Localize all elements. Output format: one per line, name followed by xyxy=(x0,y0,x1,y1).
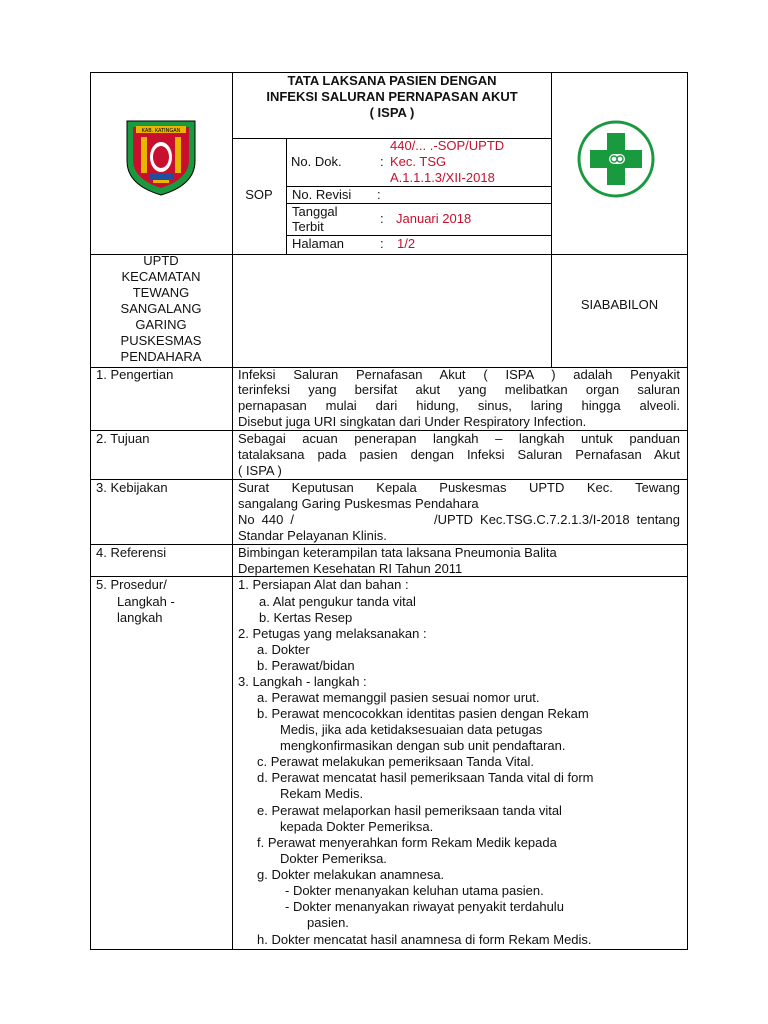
no-dok-value-line-2: Kec. TSG xyxy=(390,154,447,169)
prosedur-line-14: Rekam Medis. xyxy=(280,786,364,801)
no-revisi-label: No. Revisi xyxy=(292,187,352,202)
prosedur-line-8: a. Perawat memanggil pasien sesuai nomor urut. xyxy=(257,690,540,705)
logo-emblem-text: KAB. KATINGAN xyxy=(141,128,181,134)
sop-label: SOP xyxy=(245,187,273,202)
tujuan-line-3: ( ISPA ) xyxy=(238,463,282,478)
pengertian-line-4: Disebut juga URI singkatan dari Under Respiratory Infection. xyxy=(238,414,587,429)
table-border-right xyxy=(687,72,688,950)
halaman-value: 1/2 xyxy=(397,236,416,251)
org-line-5: GARING xyxy=(135,317,187,332)
no-dok-colon: : xyxy=(380,154,384,169)
kebijakan-line-3: No 440 / /UPTD Kec.TSG.C.7.2.1.3/I-2018 tentang xyxy=(238,512,680,527)
prosedur-line-7: 3. Langkah - langkah : xyxy=(238,674,367,689)
org-line-7: PENDAHARA xyxy=(120,349,202,364)
prosedur-line-1: 1. Persiapan Alat dan bahan : xyxy=(238,577,409,592)
prosedur-line-3: b. Kertas Resep xyxy=(259,610,353,625)
tanggal-terbit-label-line-2: Terbit xyxy=(292,219,324,234)
no-dok-value-line-3: A.1.1.1.3/XII-2018 xyxy=(390,170,495,185)
kabupaten-logo xyxy=(123,117,199,197)
prosedur-line-2: a. Alat pengukur tanda vital xyxy=(259,594,416,609)
prosedur-line-9: b. Perawat mencocokkan identitas pasien dengan Rekam xyxy=(257,706,589,721)
prosedur-line-17: f. Perawat menyerahkan form Rekam Medik kepada xyxy=(257,835,557,850)
kebijakan-line-4: Standar Pelayanan Klinis. xyxy=(238,528,387,543)
prosedur-line-22: pasien. xyxy=(307,915,349,930)
table-border-left xyxy=(90,72,91,950)
section-pengertian-label: 1. Pengertian xyxy=(96,367,174,382)
tanggal-terbit-value: Januari 2018 xyxy=(396,211,472,226)
section-prosedur-label-line-1: 5. Prosedur/ xyxy=(96,577,167,592)
sop-divider xyxy=(286,138,287,254)
body-label-divider xyxy=(232,367,233,950)
prosedur-line-5: a. Dokter xyxy=(257,642,310,657)
prosedur-line-18: Dokter Pemeriksa. xyxy=(280,851,387,866)
org-line-1: UPTD xyxy=(143,253,179,268)
org-line-4: SANGALANG xyxy=(120,301,202,316)
document-title-line-3: ( ISPA ) xyxy=(369,105,415,120)
pengertian-line-2: terinfeksi yang bersifat akut yang melibatkan organ saluran xyxy=(238,382,680,397)
puskesmas-logo xyxy=(576,119,656,199)
prosedur-line-4: 2. Petugas yang melaksanakan : xyxy=(238,626,427,641)
tanggal-terbit-colon: : xyxy=(380,211,384,226)
section-referensi-label: 4. Referensi xyxy=(96,545,167,560)
section-tujuan-label: 2. Tujuan xyxy=(96,431,150,446)
prosedur-line-20: - Dokter menanyakan keluhan utama pasien. xyxy=(285,883,544,898)
prosedur-line-11: mengkonfirmasikan dengan sub unit pendaftaran. xyxy=(280,738,566,753)
section-prosedur-label-line-2: Langkah - xyxy=(117,594,175,609)
no-revisi-colon: : xyxy=(377,187,381,202)
prosedur-line-16: kepada Dokter Pemeriksa. xyxy=(280,819,434,834)
org-line-3: TEWANG xyxy=(132,285,190,300)
prosedur-line-23: h. Dokter mencatat hasil anamnesa di form Rekam Medis. xyxy=(257,932,592,947)
prosedur-line-10: Medis, jika ada ketidaksesuaian data petugas xyxy=(280,722,543,737)
kebijakan-line-1: Surat Keputusan Kepala Puskesmas UPTD Kec. Tewang xyxy=(238,480,680,495)
org-line-6: PUSKESMAS xyxy=(120,333,202,348)
no-dok-value-line-1: 440/... .-SOP/UPTD xyxy=(390,138,505,153)
halaman-colon: : xyxy=(380,236,384,251)
tujuan-line-1: Sebagai acuan penerapan langkah – langkah untuk panduan xyxy=(238,431,680,446)
section-kebijakan-label: 3. Kebijakan xyxy=(96,480,168,495)
no-dok-label: No. Dok. xyxy=(291,154,342,169)
tanggal-terbit-label-line-1: Tanggal xyxy=(292,204,338,219)
prosedur-line-6: b. Perawat/bidan xyxy=(257,658,355,673)
referensi-line-1: Bimbingan keterampilan tata laksana Pneumonia Balita xyxy=(238,545,557,560)
section-prosedur-label-line-3: langkah xyxy=(117,610,163,625)
tujuan-line-2: tatalaksana pada pasien dengan Infeksi Saluran Pernafasan Akut xyxy=(238,447,680,462)
prosedur-line-15: e. Perawat melaporkan hasil pemeriksaan tanda vital xyxy=(257,803,562,818)
referensi-line-2: Departemen Kesehatan RI Tahun 2011 xyxy=(238,561,463,576)
prosedur-line-21: - Dokter menanyakan riwayat penyakit terdahulu xyxy=(285,899,564,914)
head-signature-name: SIABABILON xyxy=(580,297,659,312)
prosedur-line-19: g. Dokter melakukan anamnesa. xyxy=(257,867,445,882)
table-border-bottom xyxy=(90,949,688,950)
document-title-line-2: INFEKSI SALURAN PERNAPASAN AKUT xyxy=(266,89,518,104)
document-title-line-1: TATA LAKSANA PASIEN DENGAN xyxy=(287,73,497,88)
org-line-2: KECAMATAN xyxy=(121,269,201,284)
prosedur-line-12: c. Perawat melakukan pemeriksaan Tanda Vital. xyxy=(257,754,535,769)
prosedur-line-13: d. Perawat mencatat hasil pemeriksaan Tanda vital di form xyxy=(257,770,594,785)
pengertian-line-3: pernapasan mulai dari hidung, sinus, laring hingga alveoli. xyxy=(238,398,680,413)
halaman-label: Halaman xyxy=(292,236,345,251)
kebijakan-line-2: sangalang Garing Puskesmas Pendahara xyxy=(238,496,479,511)
pengertian-line-1: Infeksi Saluran Pernafasan Akut ( ISPA ) adalah Penyakit xyxy=(238,367,680,382)
